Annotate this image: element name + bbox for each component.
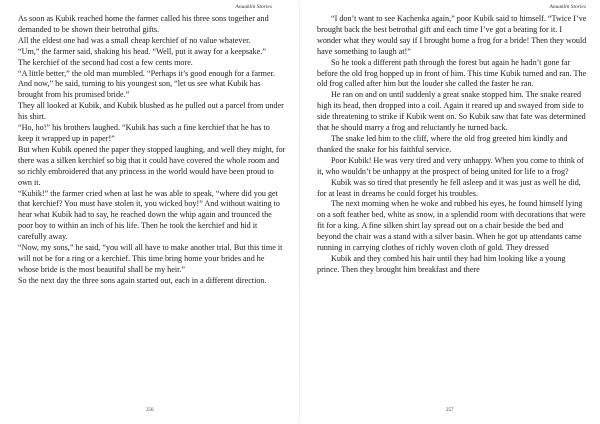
paragraph: But when Kubik opened the paper they stopped laughing, and well they might, for there was a silken kerchief so big that it could have covered the whole room and so richly embroidered that any princess in the world would have been proud to own it. xyxy=(18,144,286,187)
running-header: Anuaklin Stories xyxy=(549,4,586,10)
running-header: Anuaklin Stories xyxy=(235,4,272,10)
paragraph: Kubik was so tired that presently he fell asleep and it was just as well he did, for at least in dreams he could forget his troubles. xyxy=(317,177,581,198)
paragraph: “A little better,” the old man mumbled. “Perhaps it’s good enough for a farmer. And now,” he said, turning to his youngest son, “let us see what Kubik has brought from his promised bride.” xyxy=(18,68,275,100)
paragraph: Poor Kubik! He was very tired and very unhappy. When you come to think of it, who wouldn’t be unhappy at the prospect of being united for life to a frog? xyxy=(317,155,584,176)
page-number: 257 xyxy=(446,408,454,413)
paragraph: So he took a different path through the forest but again he hadn’t gone far before the old frog hopped up in front of him. This time Kubik turned and ran. The old frog called after him but the louder she called the faster he ran. xyxy=(317,57,587,89)
body-text xyxy=(18,14,286,287)
paragraph: They all looked at Kubik, and Kubik blushed as he pulled out a parcel from under his shirt. xyxy=(18,101,284,122)
paragraph: As soon as Kubik reached home the farmer called his three sons together and demanded to be shown their betrothal gifts. xyxy=(18,14,269,34)
paragraph: “I don’t want to see Kachenka again,” poor Kubik said to himself. “Twice I’ve brought back the best betrothal gift and each time I’ve got a beating for it. I wonder what they would say if I brought home a frog for a bride! Then they would have something to laugh at!” xyxy=(317,14,587,56)
paragraph: The kerchief of the second had cost a few cents more. xyxy=(18,57,193,67)
paragraph: “Um,” the farmer said, shaking his head. “Well, put it away for a keepsake.” xyxy=(18,46,266,56)
paragraph: So the next day the three sons again started out, each in a different direction. xyxy=(18,275,267,285)
page-number: 256 xyxy=(146,408,154,413)
body-text xyxy=(317,14,587,276)
paragraph: Kubik and they combed his hair until they had him looking like a young prince. Then they brought him breakfast and there xyxy=(317,253,566,274)
paragraph: “Ho, ho!” his brothers laughed. “Kubik has such a fine kerchief that he has to keep it wrapped up in paper!” xyxy=(18,123,270,143)
paragraph: He ran on and on until suddenly a great snake stopped him. The snake reared high its head, then dropped into a coil. Again it reared up and swayed from side to side threatening to strike if Kubik went on. So Kubik saw that fate was determined that he should marry a frog and reluctantly he turned back. xyxy=(317,90,586,133)
paragraph: “Kubik!” the farmer cried when at last he was able to speak, “where did you get that kerchief? You must have stolen it, you wicked boy!” And without waiting to hear what Kubik had to say, he reached down the whip again and trounced the poor boy to within an inch of his life. Then he took the kerchief and hid it carefully away. xyxy=(18,188,280,242)
paragraph: “Now, my sons,” he said, “you will all have to make another trial. But this time it will not be for a ring or a kerchief. This time bring home your brides and he whose bride is the most beautiful shall be my heir.” xyxy=(18,243,283,274)
paragraph: The snake led him to the cliff, where the old frog greeted him kindly and thanked the snake for his faithful service. xyxy=(317,133,568,154)
paragraph: The next morning when he woke and rubbed his eyes, he found himself lying on a soft feather bed, white as snow, in a splendid room with decorations that were fit for a king. A fine silken shirt lay spread out on a chair beside the bed and beyond the chair was a stand with a silver basin. When he got up attendants came running in carrying clothes of richly woven cloth of gold. They dressed xyxy=(317,199,586,253)
right-page xyxy=(300,0,600,424)
paragraph: All the eldest one had was a small cheap kerchief of no value whatever. xyxy=(18,35,251,45)
